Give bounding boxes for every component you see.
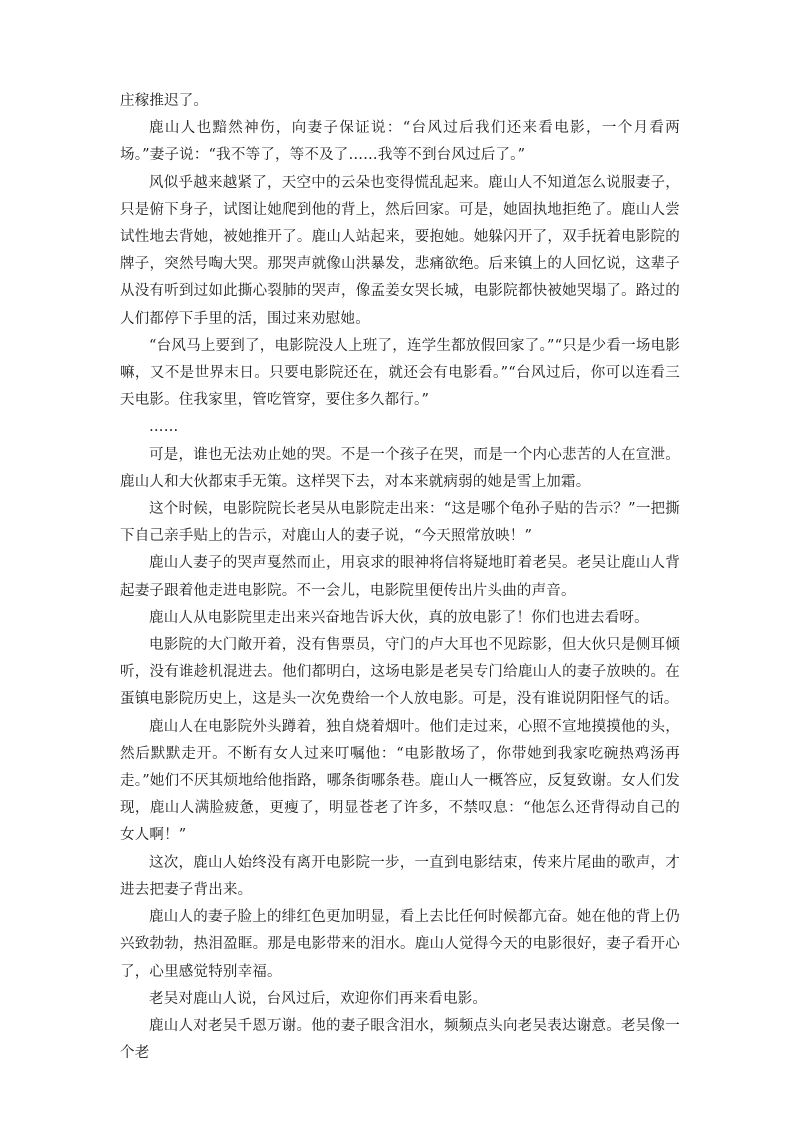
paragraph-2: 鹿山人也黯然神伤，向妻子保证说：“台风过后我们还来看电影，一个月看两场。”妻子说：“我不等了，等不及了……我等不到台风过后了。”: [120, 120, 680, 164]
paragraph-12: 这次，鹿山人始终没有离开电影院一步，一直到电影结束，传来片尾曲的歌声，才进去把妻子背出来。: [120, 854, 680, 898]
paragraph-14: 老吴对鹿山人说，台风过后，欢迎你们再来看电影。: [149, 990, 488, 1007]
paragraph-13: 鹿山人的妻子脸上的绯红色更加明显，看上去比任何时候都亢奋。她在他的背上仍兴致勃勃，热泪盈眶。那是电影带来的泪水。鹿山人觉得今天的电影很好，妻子看开心了，心里感觉特别幸福。: [120, 909, 680, 980]
paragraph-6: 可是，谁也无法劝止她的哭。不是一个孩子在哭，而是一个内心悲苦的人在宣泄。鹿山人和大伙都束手无策。这样哭下去，对本来就病弱的她是雪上加霜。: [120, 446, 680, 490]
paragraph-9: 鹿山人从电影院里走出来兴奋地告诉大伙，真的放电影了！你们也进去看呀。: [149, 609, 649, 626]
paragraph-8: 鹿山人妻子的哭声戛然而止，用哀求的眼神将信将疑地盯着老吴。老吴让鹿山人背起妻子跟着他走进电影院。不一会儿，电影院里便传出片头曲的声音。: [120, 555, 680, 599]
paragraph-ellipsis: ……: [149, 419, 179, 436]
paragraph-11: 鹿山人在电影院外头蹲着，独自烧着烟叶。他们走过来，心照不宣地摸摸他的头，然后默默走开。不断有女人过来叮嘱他：“电影散场了，你带她到我家吃碗热鸡汤再走。”她们不厌其烦地给他指路，哪条街哪条巷。鹿山人一概答应，反复致谢。女人们发现，鹿山人满脸疲惫，更瘦了，明显苍老了许多，不禁叹息：“他怎么还背得动自己的女人啊！”: [120, 718, 680, 844]
paragraph-1: 庄稼推迟了。: [120, 93, 209, 109]
article-body: [120, 88, 680, 1067]
paragraph-3: 风似乎越来越紧了，天空中的云朵也变得慌乱起来。鹿山人不知道怎么说服妻子，只是俯下身子，试图让她爬到他的背上，然后回家。可是，她固执地拒绝了。鹿山人尝试性地去背她，被她推开了。鹿山人站起来，要抱她。她躲闪开了，双手抚着电影院的牌子，突然号啕大哭。那哭声就像山洪暴发，悲痛欲绝。后来镇上的人回忆说，这辈子从没有听到过如此撕心裂肺的哭声，像孟姜女哭长城，电影院都快被她哭塌了。路过的人们都停下手里的活，围过来劝慰她。: [120, 174, 680, 327]
paragraph-7: 这个时候，电影院院长老吴从电影院走出来：“这是哪个龟孙子贴的告示？”一把撕下自己亲手贴上的告示，对鹿山人的妻子说，“今天照常放映！”: [120, 501, 680, 545]
paragraph-4: “台风马上要到了，电影院没人上班了，连学生都放假回家了。”“只是少看一场电影嘛，又不是世界末日。只要电影院还在，就还会有电影看。”“台风过后，你可以连看三天电影。住我家里，管吃管穿，要住多久都行。”: [120, 337, 680, 409]
paragraph-10: 电影院的大门敞开着，没有售票员，守门的卢大耳也不见踪影，但大伙只是侧耳倾听，没有谁趁机混进去。他们都明白，这场电影是老吴专门给鹿山人的妻子放映的。在蛋镇电影院历史上，这是头一次免费给一个人放电影。可是，没有谁说阴阳怪气的话。: [120, 637, 680, 708]
paragraph-15: 鹿山人对老吴千恩万谢。他的妻子眼含泪水，频频点头向老吴表达谢意。老吴像一个老: [120, 1017, 680, 1062]
